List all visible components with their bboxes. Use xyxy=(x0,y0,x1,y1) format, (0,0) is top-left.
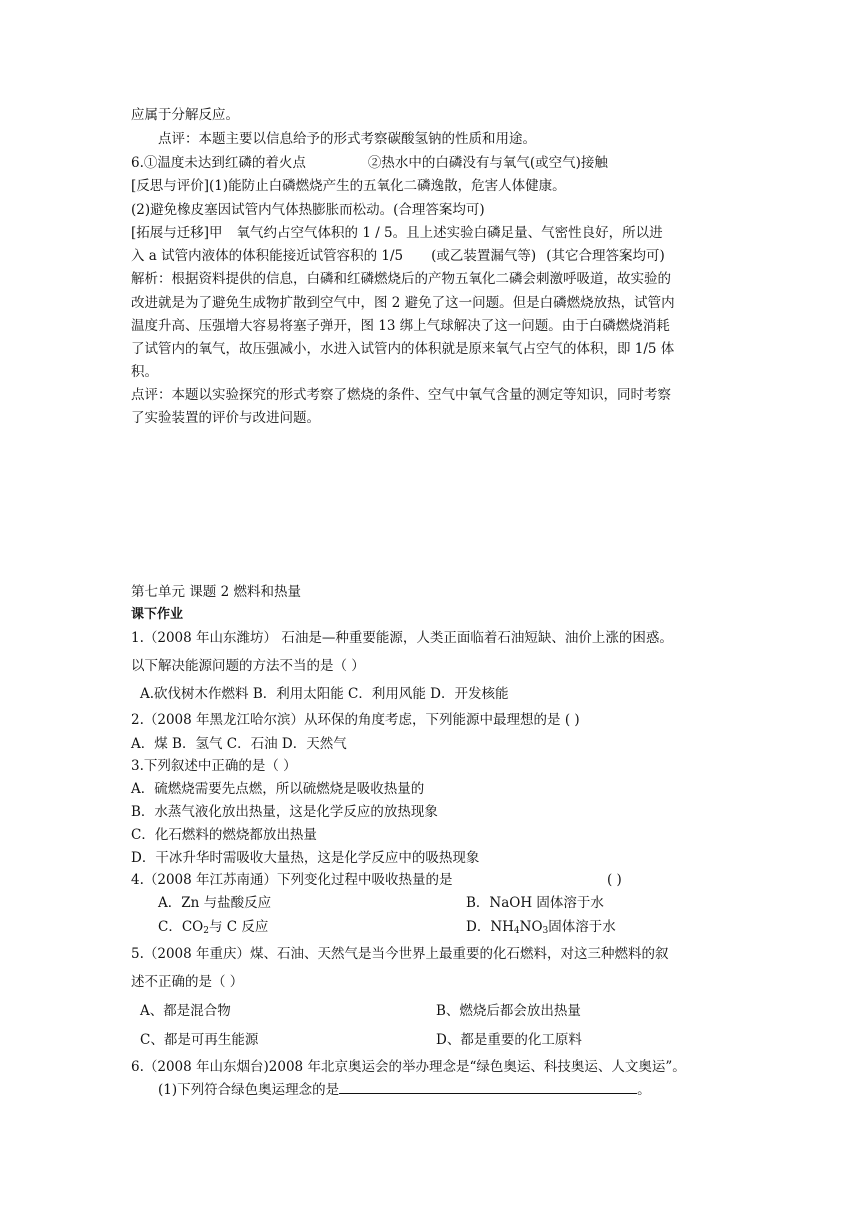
question-4-text: 4.（2008 年江苏南通）下列变化过程中吸收热量的是 xyxy=(131,872,453,888)
comment-line: 点评：本题以实验探究的形式考察了燃烧的条件、空气中氧气含量的测定等知识，同时考察 xyxy=(131,387,671,403)
period: 。 xyxy=(637,1082,651,1098)
answer-6-part-2: ②热水中的白磷没有与氧气(或空气)接触 xyxy=(367,155,608,171)
section-subtitle: 课下作业 xyxy=(131,607,184,622)
question-4-option-a: A．Zn 与盐酸反应 xyxy=(158,895,272,911)
question-4-options-row-2 xyxy=(158,916,738,938)
question-3-option-d: D．干冰升华时需吸收大量热，这是化学反应中的吸热现象 xyxy=(131,850,480,866)
extension-line xyxy=(131,222,741,244)
extension-label: [拓展与迁移]甲 xyxy=(131,225,223,241)
answer-blank[interactable] xyxy=(339,1079,637,1094)
analysis-line: 解析：根据资料提供的信息，白磷和红磷燃烧后的产物五氧化二磷会刺激呼吸道，故实验的 xyxy=(131,271,671,287)
question-5-option-c: C、都是可再生能源 xyxy=(140,1032,259,1048)
question-5-options-row-1 xyxy=(140,1000,740,1022)
text-line: 应属于分解反应。 xyxy=(131,107,239,123)
text-line: 积。 xyxy=(131,364,158,380)
text-line: 温度升高、压强增大容易将塞子弹开，图 13 绑上气球解决了这一问题。由于白磷燃烧消耗 xyxy=(131,318,670,334)
section-title: 第七单元 课题 2 燃料和热量 xyxy=(131,584,301,600)
question-4-option-c: C．$CO_2$与 C 反应 xyxy=(158,919,269,936)
question-1-options: A.砍伐树木作燃料 B．利用太阳能 C．利用风能 D．开发核能 xyxy=(140,686,509,702)
question-5-option-d: D、都是重要的化工原料 xyxy=(436,1032,582,1048)
question-4-options-row-1 xyxy=(158,892,738,914)
reflection-line: [反思与评价](1)能防止白磷燃烧产生的五氧化二磷逸散，危害人体健康。 xyxy=(131,178,566,194)
question-4-option-d: D．$NH_4NO_3$固体溶于水 xyxy=(466,919,616,936)
question-6-part-1 xyxy=(158,1079,768,1101)
question-2: 2.（2008 年黑龙江哈尔滨）从环保的角度考虑，下列能源中最理想的是 ( ) xyxy=(131,712,580,728)
question-4-option-b: B．NaOH 固体溶于水 xyxy=(466,895,604,911)
question-3: 3.下列叙述中正确的是（ ） xyxy=(131,758,297,774)
question-6: 6.（2008 年山东烟台)2008 年北京奥运会的举办理念是“绿色奥运、科技奥运、人文奥运”。 xyxy=(131,1059,686,1075)
question-3-option-b: B．水蒸气液化放出热量，这是化学反应的放热现象 xyxy=(131,804,438,820)
question-5-option-b: B、燃烧后都会放出热量 xyxy=(436,1003,581,1019)
answer-6-line xyxy=(131,152,741,174)
extension-text: 氧气约占空气体积的 1 / 5。且上述实验白磷足量、气密性良好，所以进 xyxy=(236,225,663,241)
text-line: (2)避免橡皮塞因试管内气体热膨胀而松动。(合理答案均可) xyxy=(131,202,485,218)
question-4 xyxy=(131,869,741,891)
text-line: 了试管内的氧气，故压强减小，水进入试管内的体积就是原来氧气占空气的体积，即 1/5 体 xyxy=(131,341,675,357)
comment-line: 点评：本题主要以信息给予的形式考察碳酸氢钠的性质和用途。 xyxy=(158,131,536,147)
question-5: 5.（2008 年重庆）煤、石油、天然气是当今世界上最重要的化石燃料，对这三种燃料的叙 xyxy=(131,946,669,962)
text-line: 了实验装置的评价与改进问题。 xyxy=(131,410,320,426)
question-5-line-2: 述不正确的是（ ） xyxy=(131,974,244,990)
text-segment: 入 a 试管内液体的体积能接近试管容积的 1/5 xyxy=(131,248,404,264)
question-2-options: A．煤 B．氢气 C．石油 D．天然气 xyxy=(131,736,347,752)
text-segment: (其它合理答案均可) xyxy=(546,248,665,264)
question-3-option-c: C．化石燃料的燃烧都放出热量 xyxy=(131,827,317,843)
question-1-line-2: 以下解决能源问题的方法不当的是（ ） xyxy=(131,658,365,674)
text-line xyxy=(131,245,741,267)
text-line: 改进就是为了避免生成物扩散到空气中，图 2 避免了这一问题。但是白磷燃烧放热，试管内 xyxy=(131,295,675,311)
question-6-part-1-text: (1)下列符合绿色奥运理念的是 xyxy=(158,1082,340,1098)
question-3-option-a: A．硫燃烧需要先点燃，所以硫燃烧是吸收热量的 xyxy=(131,781,425,797)
answer-paren: ( ) xyxy=(607,872,622,888)
question-1: 1.（2008 年山东潍坊） 石油是—种重要能源，人类正面临着石油短缺、油价上涨的困惑。 xyxy=(131,630,673,646)
text-segment: (或乙装置漏气等) xyxy=(431,248,537,264)
question-5-options-row-2 xyxy=(140,1029,740,1051)
answer-6-part-1: 6.①温度未达到红磷的着火点 xyxy=(131,155,306,171)
question-5-option-a: A、都是混合物 xyxy=(140,1003,231,1019)
